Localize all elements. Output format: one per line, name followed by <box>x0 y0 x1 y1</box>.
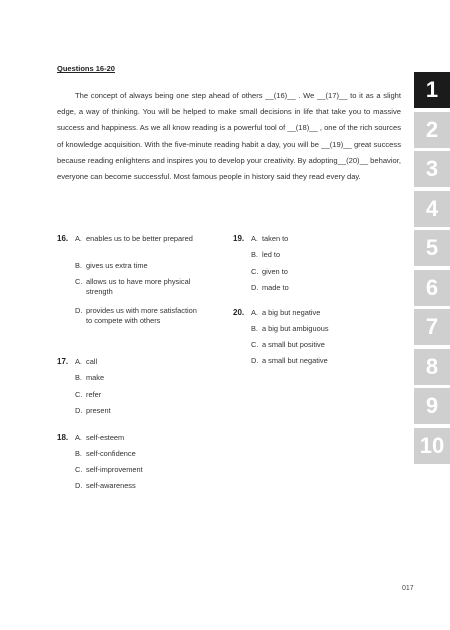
option-letter: D. <box>251 283 259 292</box>
option-text: present <box>86 406 111 415</box>
page-number: 017 <box>402 585 414 592</box>
option-d[interactable] <box>75 481 205 491</box>
option-text: self-awareness <box>86 481 136 490</box>
option-letter: A. <box>75 357 82 366</box>
chapter-tab-9[interactable]: 9 <box>414 388 450 424</box>
option-text: gives us extra time <box>86 261 148 270</box>
option-d[interactable] <box>251 283 381 293</box>
option-c[interactable] <box>251 340 381 350</box>
option-text: led to <box>262 250 281 259</box>
option-text: taken to <box>262 234 289 243</box>
option-text: a small but positive <box>262 340 325 349</box>
option-a[interactable] <box>251 234 381 244</box>
option-letter: B. <box>75 373 82 382</box>
option-letter: B. <box>75 261 82 270</box>
question-number: 16. <box>57 234 69 243</box>
chapter-tab-6[interactable]: 6 <box>414 270 450 306</box>
option-letter: D. <box>75 481 83 490</box>
option-text: given to <box>262 267 288 276</box>
option-letter: D. <box>75 306 83 315</box>
option-letter: C. <box>75 465 83 474</box>
option-b[interactable] <box>75 373 205 383</box>
option-letter: B. <box>251 324 258 333</box>
option-d[interactable] <box>251 356 381 366</box>
option-text: enables us to be better prepared <box>86 234 193 243</box>
option-b[interactable] <box>251 324 381 334</box>
chapter-tab-5[interactable]: 5 <box>414 230 450 266</box>
option-c[interactable] <box>251 267 381 277</box>
option-c[interactable] <box>75 390 205 400</box>
chapter-tab-8[interactable]: 8 <box>414 349 450 385</box>
question-17 <box>57 357 217 417</box>
chapter-tab-2[interactable]: 2 <box>414 112 450 148</box>
option-letter: D. <box>251 356 259 365</box>
option-text: a small but negative <box>262 356 328 365</box>
option-text: call <box>86 357 98 366</box>
question-20 <box>233 308 393 368</box>
option-letter: C. <box>251 267 259 276</box>
option-letter: A. <box>75 234 82 243</box>
reading-passage: The concept of always being one step ahead of others __(16)__ . We __(17)__ to it as a slight edge, a way of thinking. You will be helped to make small decisions in life that take you to massive success and happiness. As we all know reading is a powerful tool of __(18)__ , one of the rich sources of knowledge acquisition. With the five-minute reading habit a day, you will be __(19)__ great success because reading enlightens and inspires you to develop your creativity. By adopting__(20)__ behavior, everyone can become successful. Most famous people in history said they read every day. <box>57 91 401 182</box>
question-19 <box>233 234 393 294</box>
option-letter: C. <box>75 390 83 399</box>
option-text: self-improvement <box>86 465 143 474</box>
option-text: provides us with more satisfaction to compete with others <box>86 306 197 325</box>
option-b[interactable] <box>75 261 205 271</box>
chapter-tab-4[interactable]: 4 <box>414 191 450 227</box>
option-text: self-confidence <box>86 449 136 458</box>
option-letter: A. <box>75 433 82 442</box>
option-a[interactable] <box>251 308 381 318</box>
option-a[interactable] <box>75 234 205 244</box>
option-text: a big but ambiguous <box>262 324 329 333</box>
option-letter: C. <box>251 340 259 349</box>
option-a[interactable] <box>75 357 205 367</box>
option-text: refer <box>86 390 102 399</box>
option-d[interactable] <box>75 406 205 416</box>
option-text: a big but negative <box>262 308 321 317</box>
option-c[interactable] <box>75 465 205 475</box>
option-letter: D. <box>75 406 83 415</box>
option-letter: C. <box>75 277 83 286</box>
option-text: allows us to have more physical strength <box>86 277 191 296</box>
option-b[interactable] <box>75 449 205 459</box>
question-18 <box>57 433 217 493</box>
option-letter: B. <box>251 250 258 259</box>
chapter-tab-3[interactable]: 3 <box>414 151 450 187</box>
option-text: self-esteem <box>86 433 125 442</box>
option-d[interactable] <box>75 306 205 326</box>
question-number: 17. <box>57 357 69 366</box>
question-number: 18. <box>57 433 69 442</box>
option-a[interactable] <box>75 433 205 443</box>
section-title: Questions 16-20 <box>57 64 115 73</box>
question-number: 20. <box>233 308 245 317</box>
option-letter: A. <box>251 308 258 317</box>
chapter-tab-1[interactable]: 1 <box>414 72 450 108</box>
option-text: made to <box>262 283 289 292</box>
option-b[interactable] <box>251 250 381 260</box>
question-16 <box>57 234 217 325</box>
option-c[interactable] <box>75 277 205 297</box>
option-letter: B. <box>75 449 82 458</box>
chapter-tab-10[interactable]: 10 <box>414 428 450 464</box>
question-number: 19. <box>233 234 245 243</box>
option-text: make <box>86 373 105 382</box>
chapter-tab-7[interactable]: 7 <box>414 309 450 345</box>
option-letter: A. <box>251 234 258 243</box>
